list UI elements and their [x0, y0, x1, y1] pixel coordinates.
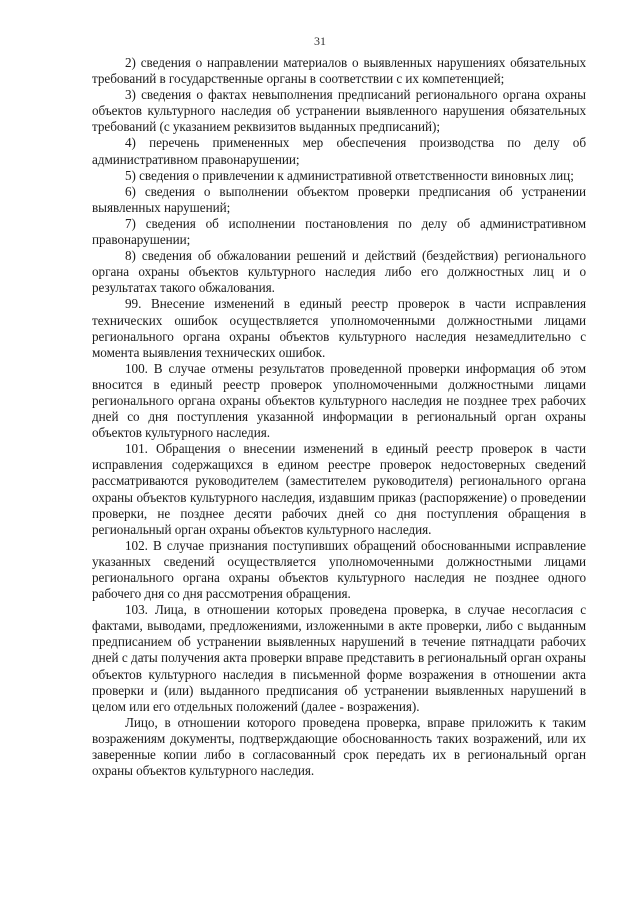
paragraph-item-5: 5) сведения о привлечении к административной ответственности виновных лиц; [125, 167, 574, 183]
paragraph-item-6: 6) сведения о выполнении объектом проверки предписания об устранении выявленных нарушений; [92, 183, 586, 215]
page-number: 31 [314, 34, 326, 48]
paragraph-item-8: 8) сведения об обжаловании решений и действий (бездействия) регионального органа охраны объектов культурного наследия либо его должностных лиц и о результатах такого обжалования. [92, 248, 586, 296]
paragraph-103: 103. Лица, в отношении которых проведена проверка, в случае несогласия с фактами, выводами, предложениями, изложенными в акте проверки, либо с выданным предписанием об устранении выявленных нарушений в течение пятнадцати рабочих дней с даты получения акта проверки вправе представить в региональный орган охраны объектов культурного наследия в письменной форме возражения в отношении акта проверки и (или) выданного предписания об устранении выявленных нарушений в целом или его отдельных положений (далее - возражения). [92, 602, 586, 714]
paragraph-objections-attachments: Лицо, в отношении которого проведена проверка, вправе приложить к таким возражениям документы, подтверждающие обоснованность таких возражений, или их заверенные копии либо в согласованный срок передать их в региональный орган охраны объектов культурного наследия. [92, 714, 586, 779]
paragraph-item-3: 3) сведения о фактах невыполнения предписаний регионального органа охраны объектов культурного наследия об устранении выявленного нарушения обязательных требований (с указанием реквизитов выданных предписаний); [92, 87, 586, 135]
paragraph-item-7: 7) сведения об исполнении постановления по делу об административном правонарушении; [92, 215, 586, 248]
paragraph-101: 101. Обращения о внесении изменений в единый реестр проверок в части исправления содержащихся в едином реестре проверок недостоверных сведений рассматриваются руководителем (заместителем руководителя) регионального органа охраны объектов культурного наследия, издавшим приказ (распоряжение) о проведении проверки, не позднее десяти рабочих дней со дня поступления обращения в региональный орган охраны объектов культурного наследия. [92, 441, 586, 537]
paragraph-item-2: 2) сведения о направлении материалов о выявленных нарушениях обязательных требований в государственные органы в соответствии с их компетенцией; [92, 55, 586, 87]
document-body [92, 55, 586, 779]
paragraph-item-4: 4) перечень примененных мер обеспечения производства по делу об административном правонарушении; [92, 135, 586, 167]
paragraph-99: 99. Внесение изменений в единый реестр проверок в части исправления технических ошибок осуществляется уполномоченными должностными лицами регионального органа охраны объектов культурного наследия незамедлительно с момента выявления технических ошибок. [92, 296, 586, 360]
paragraph-102: 102. В случае признания поступивших обращений обоснованными исправление указанных сведений осуществляется уполномоченными должностными лицами регионального органа охраны объектов культурного наследия не позднее одного рабочего дня со дня рассмотрения обращения. [92, 537, 586, 602]
paragraph-100: 100. В случае отмены результатов проведенной проверки информация об этом вносится в единый реестр проверок уполномоченными должностными лицами регионального органа охраны объектов культурного наследия не позднее трех рабочих дней со дня поступления указанной информации в региональный орган охраны объектов культурного наследия. [92, 360, 586, 441]
